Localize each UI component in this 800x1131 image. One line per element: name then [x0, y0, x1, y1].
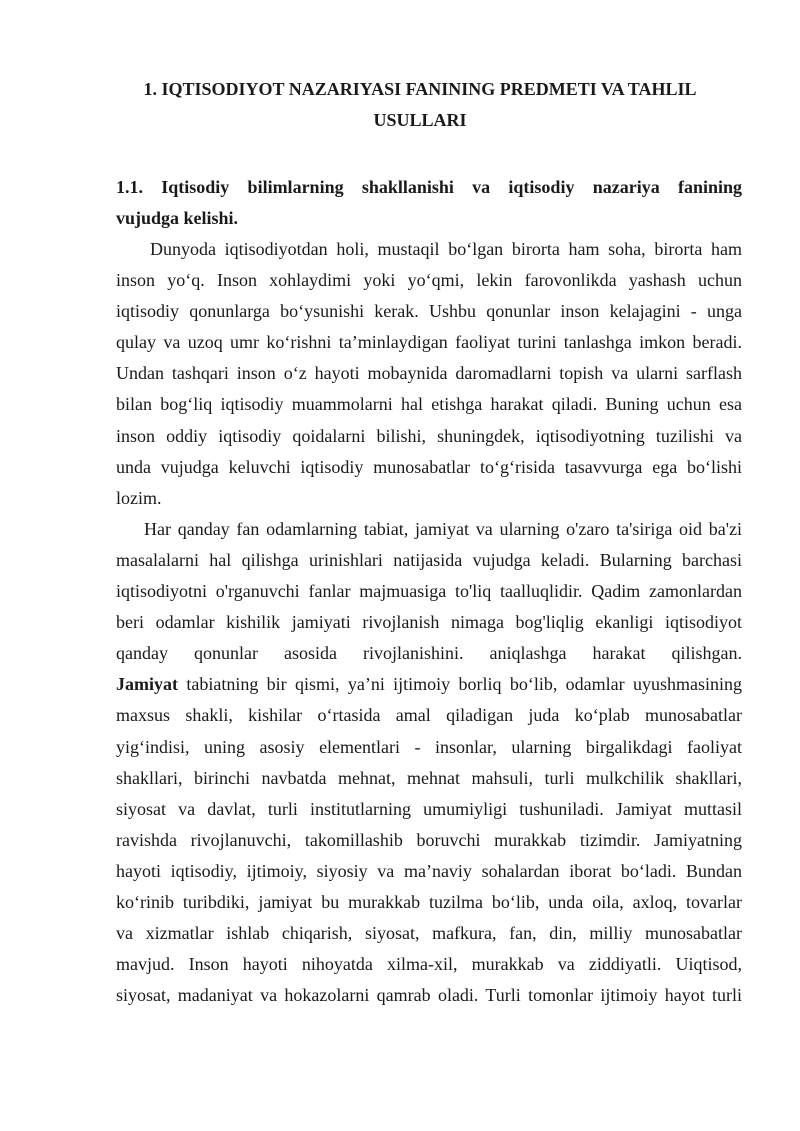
paragraph-2-line: hayoti iqtisodiy, ijtimoiy, siyosiy va ma’naviy sohalardan iborat bo‘ladi. Bundan — [116, 860, 742, 881]
section-heading-line-1: 1.1. Iqtisodiy bilimlarning shakllanishi va iqtisodiy nazariya fanining — [116, 177, 742, 197]
paragraph-2-line: shakllari, birinchi navbatda mehnat, mehnat mahsuli, turli mulkchilik shakllari, — [116, 767, 742, 788]
paragraph-2-line: va xizmatlar ishlab chiqarish, siyosat, mafkura, fan, din, milliy munosabatlar — [116, 923, 742, 944]
paragraph-2-line: beri odamlar kishilik jamiyati rivojlanish nimaga bog'liqlig ekanligi iqtisodiyot — [116, 612, 742, 633]
paragraph-2-line: siyosat va davlat, turli institutlarning umumiyligi tushuniladi. Jamiyat muttasil — [116, 798, 742, 819]
paragraph-2-line: yig‘indisi, uning asosiy elementlari - insonlar, ularning birgalikdagi faoliyat — [116, 736, 742, 757]
paragraph-1-line: inson yo‘q. Inson xohlaydimi yoki yo‘qmi, lekin farovonlikda yashash uchun — [116, 270, 742, 291]
paragraph-2-line-with-term — [116, 669, 742, 700]
paragraph-1-line: bilan bog‘liq iqtisodiy muammolarni hal etishga harakat qiladi. Buning uchun esa — [116, 394, 742, 415]
paragraph-2-line: masalalarni hal qilishga urinishlari natijasida vujudga keladi. Bularning barchasi — [116, 549, 742, 570]
paragraph-1-line: inson oddiy iqtisodiy qoidalarni bilishi, shuningdek, iqtisodiyotning tuzilishi va — [116, 425, 742, 446]
section-heading-line-2: vujudga kelishi. — [116, 208, 239, 228]
term-definition-text: tabiatning bir qismi, ya’ni ijtimoiy borliq bo‘lib, odamlar uyushmasining — [178, 674, 742, 695]
paragraph-1-line: qulay va uzoq umr ko‘rishni ta’minlaydigan faoliyat turini tanlashga imkon beradi. — [116, 332, 742, 353]
paragraph-1-line: Dunyoda iqtisodiyotdan holi, mustaqil bo‘lgan birorta ham soha, birorta ham — [150, 239, 742, 259]
paragraph-2-line: qanday qonunlar asosida rivojlanishini. aniqlashga harakat qilishgan. — [116, 643, 742, 664]
paragraph-2-line: mavjud. Inson hayoti nihoyatda xilma-xil, murakkab va ziddiyatli. Uiqtisod, — [116, 954, 742, 975]
paragraph-1-line: iqtisodiy qonunlarga bo‘ysunishi kerak. Ushbu qonunlar inson kelajagini - unga — [116, 301, 742, 322]
paragraph-2-line: iqtisodiyotni o'rganuvchi fanlar majmuasiga to'liq taalluqlidir. Qadim zamonlardan — [116, 581, 742, 602]
paragraph-2-line: siyosat, madaniyat va hokazolarni qamrab oladi. Turli tomonlar ijtimoiy hayot turli — [116, 985, 742, 1006]
paragraph-1-line: Undan tashqari inson o‘z hayoti mobaynida daromadlarni topish va ularni sarflash — [116, 363, 742, 384]
chapter-title — [100, 74, 740, 136]
bold-term-jamiyat: Jamiyat — [116, 674, 178, 695]
chapter-title-line-2: USULLARI — [373, 110, 467, 130]
paragraph-2-line: maxsus shakli, kishilar o‘rtasida amal qiladigan juda ko‘plab munosabatlar — [116, 705, 742, 726]
paragraph-1-line: unda vujudga keluvchi iqtisodiy munosabatlar to‘g‘risida tasavvurga ega bo‘lishi — [116, 456, 742, 477]
section-heading — [116, 172, 742, 234]
paragraph-1-line: lozim. — [116, 487, 162, 508]
paragraph-2-line: Har qanday fan odamlarning tabiat, jamiyat va ularning o'zaro ta'siriga oid ba'zi — [144, 518, 742, 539]
chapter-title-line-1: 1. IQTISODIYOT NAZARIYASI FANINING PREDMETI VA TAHLIL — [143, 79, 697, 99]
body-text — [116, 234, 742, 1011]
paragraph-2-line: ravishda rivojlanuvchi, takomillashib boruvchi murakkab tizimdir. Jamiyatning — [116, 829, 742, 850]
paragraph-2-line: ko‘rinib turibdiki, jamiyat bu murakkab tuzilma bo‘lib, unda oila, axloq, tovarlar — [116, 891, 742, 912]
